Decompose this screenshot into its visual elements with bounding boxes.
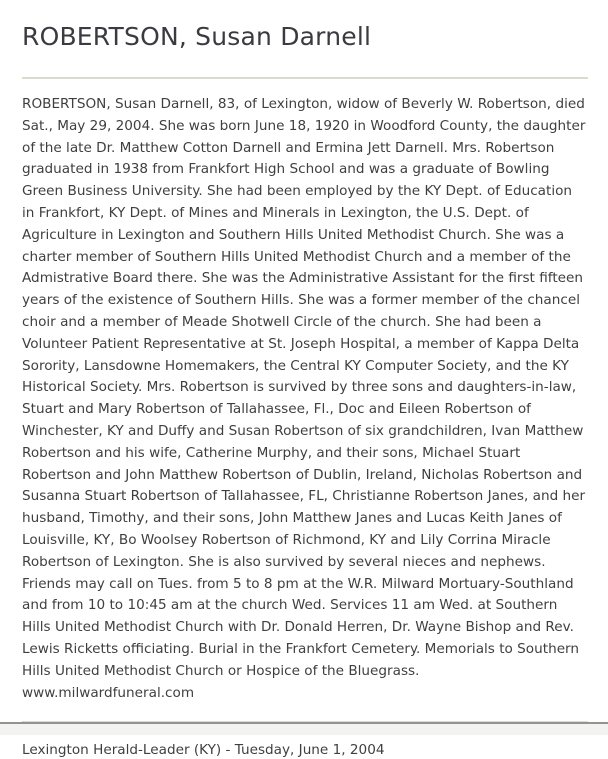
page-bottom-edge — [0, 722, 608, 735]
source-citation: Lexington Herald-Leader (KY) - Tuesday, June 1, 2004 — [22, 742, 385, 759]
title-divider — [22, 77, 588, 79]
obituary-text: ROBERTSON, Susan Darnell, 83, of Lexington, widow of Beverly W. Robertson, died Sat., May 29, 2004. She was born June 18, 1920 in Woodford County, the daughter of the late Dr. Matthew Cotton Darnell and Ermina Jett Darnell. Mrs. Robertson graduated in 1938 from Frankfort High School and was a graduate of Bowling Green Business University. She had been employed by the KY Dept. of Education in Frankfort, KY Dept. of Mines and Minerals in Lexington, the U.S. Dept. of Agriculture in Lexington and Southern Hills United Methodist Church. She was a charter member of Southern Hills United Methodist Church and a member of the Admistrative Board there. She was the Administrative Assistant for the first fifteen years of the existence of Southern Hills. She was a former member of the chancel choir and a member of Meade Shotwell Circle of the church. She had been a Volunteer Patient Representative at St. Joseph Hospital, a member of Kappa Delta Sorority, Lansdowne Homemakers, the Central KY Computer Society, and the KY Historical Society. Mrs. Robertson is survived by three sons and daughters-in-law, Stuart and Mary Robertson of Tallahassee, Fl., Doc and Eileen Robertson of Winchester, KY and Duffy and Susan Robertson of six grandchildren, Ivan Matthew Robertson and his wife, Catherine Murphy, and their sons, Michael Stuart Robertson and John Matthew Robertson of Dublin, Ireland, Nicholas Robertson and Susanna Stuart Robertson of Tallahassee, FL, Christianne Robertson Janes, and her husband, Timothy, and their sons, John Matthew Janes and Lucas Keith Janes of Louisville, KY, Bo Woolsey Robertson of Richmond, KY and Lily Corrina Miracle Robertson of Lexington. She is also survived by several nieces and nephews. Friends may call on Tues. from 5 to 8 pm at the W.R. Milward Mortuary-Southland and from 10 to 10:45 am at the church Wed. Services 11 am Wed. at Southern Hills United Methodist Church with Dr. Donald Herren, Dr. Wayne Bishop and Rev. Lewis Ricketts officiating. Burial in the Frankfort Cemetery. Memorials to Southern Hills United Methodist Church or Hospice of the Bluegrass. www.milwardfuneral.com — [22, 96, 586, 701]
page-title: ROBERTSON, Susan Darnell — [22, 22, 372, 51]
